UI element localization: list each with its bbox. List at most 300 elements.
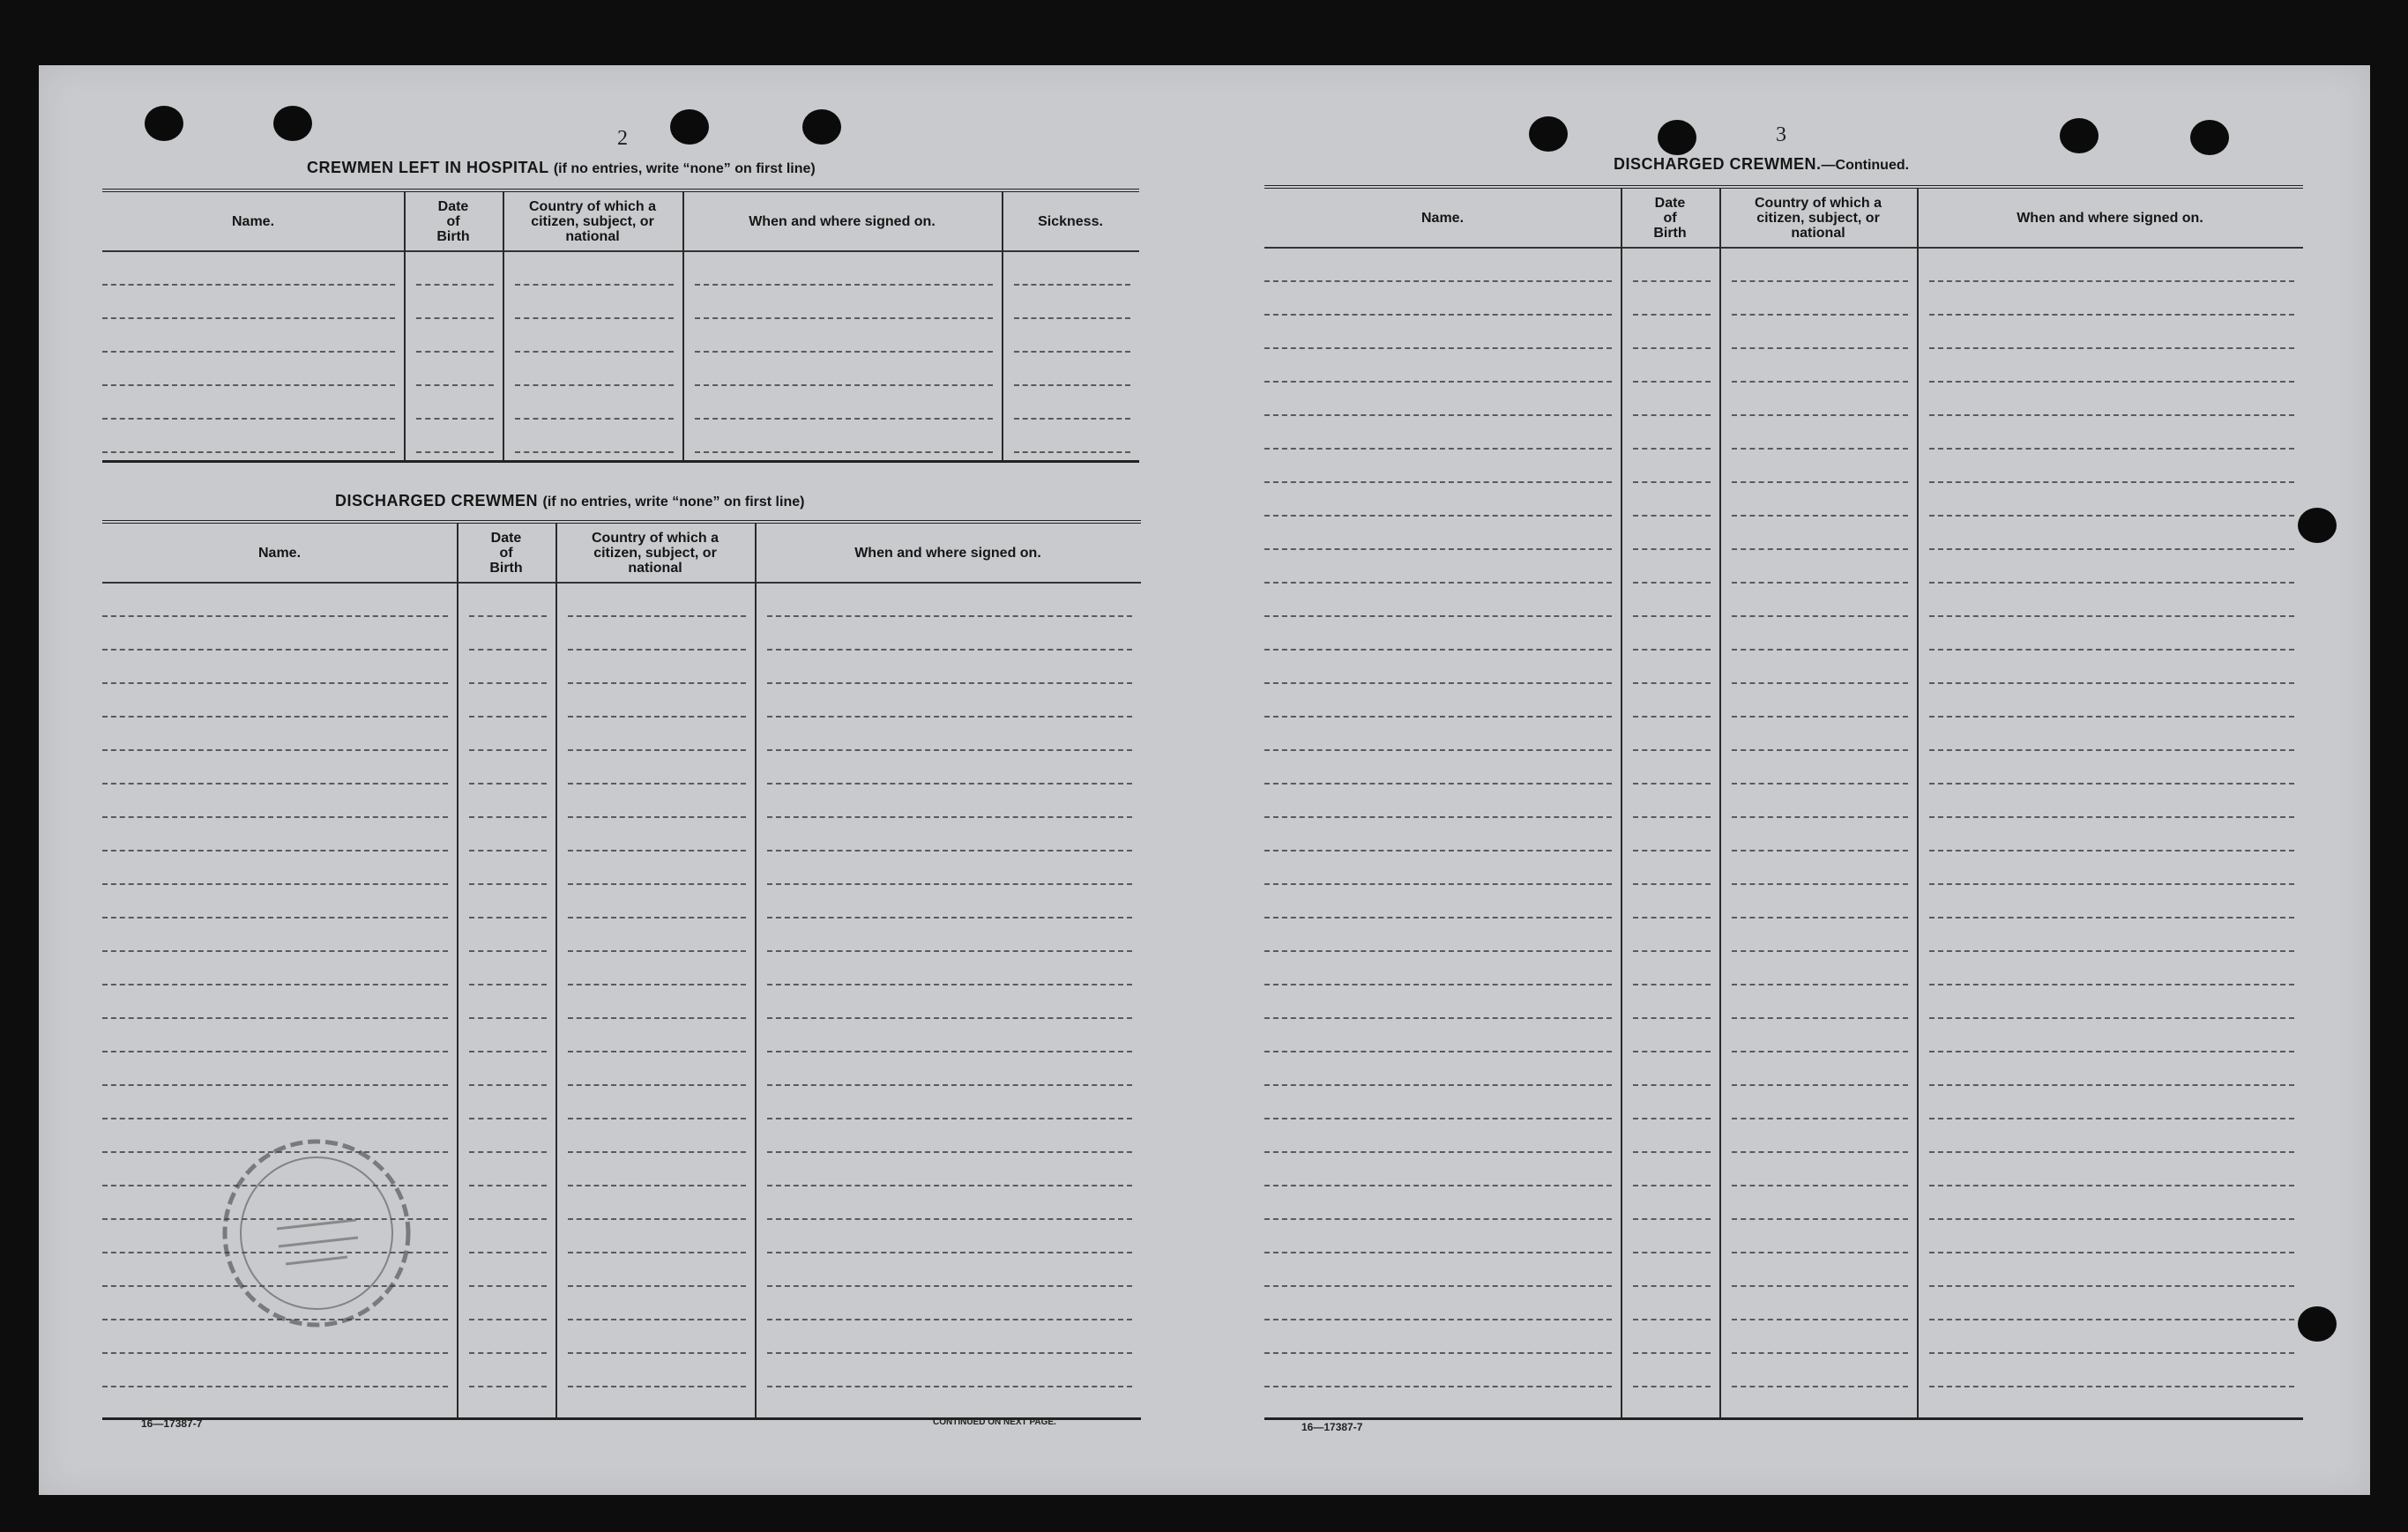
entry-line [1929, 1285, 2294, 1287]
entry-line [1732, 883, 1908, 885]
entry-line [1633, 347, 1711, 349]
entry-line [767, 1084, 1132, 1086]
entry-line [416, 351, 494, 353]
entry-line [1929, 280, 2294, 282]
entry-line [568, 783, 746, 785]
entry-line [767, 1218, 1132, 1220]
entry-line [1732, 1386, 1908, 1387]
entry-line [1929, 414, 2294, 416]
entry-line [1732, 1118, 1908, 1119]
entry-line [1732, 381, 1908, 383]
discharged-continued-table [1264, 185, 2303, 1420]
entry-line [1264, 280, 1612, 282]
entry-line [767, 816, 1132, 818]
entry-line [1732, 1285, 1908, 1287]
entry-line [469, 917, 547, 918]
entry-line [102, 883, 448, 885]
hospital-title-text: CREWMEN LEFT IN HOSPITAL [307, 159, 549, 176]
column-divider [555, 524, 557, 1417]
entry-line [102, 418, 395, 420]
entry-line [695, 418, 993, 420]
entry-line [1014, 451, 1130, 453]
entry-line [1014, 317, 1130, 319]
entry-line [1929, 1386, 2294, 1387]
entry-line [568, 883, 746, 885]
entry-line [469, 1386, 547, 1387]
entry-line [1014, 351, 1130, 353]
punch-hole-icon [2060, 118, 2099, 153]
header-when-where-signed: When and where signed on. [854, 545, 1041, 561]
entry-line [1732, 1252, 1908, 1253]
header-sickness: Sickness. [1038, 213, 1103, 229]
entry-line [469, 783, 547, 785]
entry-line [102, 649, 448, 651]
entry-line [1633, 1118, 1711, 1119]
entry-line [1633, 950, 1711, 952]
entry-line [416, 384, 494, 386]
discharged-section-title [335, 492, 804, 510]
entry-line [1929, 548, 2294, 550]
circular-ink-stamp-icon [215, 1123, 418, 1343]
entry-line [1264, 1386, 1612, 1387]
entry-line [1633, 1017, 1711, 1019]
entry-line [469, 1051, 547, 1052]
entry-line [1264, 1084, 1612, 1086]
entry-line [102, 1386, 448, 1387]
entry-line [1633, 1252, 1711, 1253]
column-divider [755, 524, 757, 1417]
entry-line [1929, 716, 2294, 718]
entry-line [1633, 481, 1711, 483]
entry-line [695, 317, 993, 319]
entry-line [102, 749, 448, 751]
entry-line [1264, 716, 1612, 718]
entry-line [102, 451, 395, 453]
entry-line [1633, 984, 1711, 985]
entry-line [1633, 582, 1711, 584]
entry-line [1929, 649, 2294, 651]
entry-line [469, 1252, 547, 1253]
entry-line [469, 883, 547, 885]
entry-line [1929, 984, 2294, 985]
entry-line [1929, 448, 2294, 450]
discharged-continued-title-text: DISCHARGED CREWMEN. [1614, 155, 1822, 173]
entry-line [102, 917, 448, 918]
entry-line [568, 682, 746, 684]
hospital-table-header [102, 192, 1139, 252]
entry-line [1929, 749, 2294, 751]
header-date-of-birth: Date of Birth [436, 198, 470, 244]
entry-line [1264, 917, 1612, 918]
entry-line [568, 984, 746, 985]
entry-line [469, 749, 547, 751]
entry-line [1929, 1218, 2294, 1220]
entry-line [1929, 883, 2294, 885]
punch-hole-icon [670, 109, 709, 145]
entry-line [102, 1017, 448, 1019]
form-number-right: 16—17387-7 [1301, 1421, 1363, 1433]
entry-line [1633, 414, 1711, 416]
entry-line [1264, 1151, 1612, 1153]
entry-line [568, 749, 746, 751]
entry-line [469, 716, 547, 718]
entry-line [1633, 280, 1711, 282]
entry-line [469, 1319, 547, 1320]
form-sheet [39, 65, 2370, 1495]
entry-line [1732, 649, 1908, 651]
entry-line [416, 451, 494, 453]
entry-line [1732, 481, 1908, 483]
entry-line [695, 351, 993, 353]
entry-line [1014, 418, 1130, 420]
entry-line [568, 816, 746, 818]
entry-line [568, 1319, 746, 1320]
entry-line [102, 384, 395, 386]
entry-line [1929, 1084, 2294, 1086]
entry-line [1732, 1084, 1908, 1086]
entry-line [1732, 783, 1908, 785]
entry-line [568, 1386, 746, 1387]
entry-line [1264, 816, 1612, 818]
entry-line [767, 1352, 1132, 1354]
entry-line [1633, 816, 1711, 818]
entry-line [515, 384, 674, 386]
entry-line [515, 418, 674, 420]
entry-line [1633, 783, 1711, 785]
entry-line [767, 1386, 1132, 1387]
entry-line [1264, 649, 1612, 651]
entry-line [102, 850, 448, 852]
entry-line [102, 716, 448, 718]
entry-line [1929, 1151, 2294, 1153]
entry-line [767, 1118, 1132, 1119]
entry-line [767, 1051, 1132, 1052]
entry-line [568, 1352, 746, 1354]
entry-line [695, 284, 993, 286]
entry-line [767, 850, 1132, 852]
entry-line [568, 1151, 746, 1153]
entry-line [515, 284, 674, 286]
entry-line [568, 1185, 746, 1186]
entry-line [1929, 481, 2294, 483]
entry-line [1633, 917, 1711, 918]
entry-line [469, 1084, 547, 1086]
discharged-continued-title [1614, 155, 1909, 174]
entry-line [1264, 582, 1612, 584]
entry-line [102, 351, 395, 353]
entry-line [767, 1017, 1132, 1019]
entry-line [1264, 1319, 1612, 1320]
entry-line [568, 1218, 746, 1220]
entry-line [1732, 917, 1908, 918]
entry-line [469, 950, 547, 952]
header-when-where-signed: When and where signed on. [749, 213, 936, 229]
page-number-left: 2 [617, 127, 628, 150]
discharged-title-text: DISCHARGED CREWMEN [335, 492, 539, 509]
continued-note: CONTINUED ON NEXT PAGE. [933, 1417, 1056, 1427]
header-date-of-birth: Date of Birth [489, 530, 523, 576]
entry-line [1929, 816, 2294, 818]
entry-line [1264, 1218, 1612, 1220]
entry-line [1264, 481, 1612, 483]
entry-line [102, 284, 395, 286]
discharged-continued-subtitle-text: —Continued. [1821, 158, 1910, 173]
entry-line [1929, 850, 2294, 852]
header-name: Name. [1420, 210, 1465, 226]
entry-line [102, 1084, 448, 1086]
entry-line [1633, 883, 1711, 885]
header-date-of-birth: Date of Birth [1653, 195, 1687, 241]
entry-line [469, 1017, 547, 1019]
header-name: Name. [231, 213, 275, 229]
entry-line [1264, 414, 1612, 416]
entry-line [1264, 1252, 1612, 1253]
entry-line [1633, 615, 1711, 617]
entry-line [1732, 1185, 1908, 1186]
punch-hole-icon [2190, 120, 2229, 155]
entry-line [767, 682, 1132, 684]
entry-line [1264, 314, 1612, 316]
entry-line [1264, 850, 1612, 852]
entry-line [695, 384, 993, 386]
entry-line [1732, 1151, 1908, 1153]
entry-line [1929, 1185, 2294, 1186]
header-country: Country of which a citizen, subject, or national [529, 198, 656, 244]
entry-line [1264, 1017, 1612, 1019]
entry-line [568, 649, 746, 651]
entry-line [1264, 515, 1612, 517]
column-divider [1917, 189, 1919, 1417]
entry-line [767, 1252, 1132, 1253]
column-divider [1719, 189, 1721, 1417]
entry-line [568, 1118, 746, 1119]
entry-line [102, 1118, 448, 1119]
entry-line [1929, 515, 2294, 517]
entry-line [568, 1017, 746, 1019]
entry-line [1929, 1051, 2294, 1052]
entry-line [469, 1352, 547, 1354]
entry-line [469, 1185, 547, 1186]
entry-line [1732, 950, 1908, 952]
entry-line [515, 351, 674, 353]
entry-line [1929, 347, 2294, 349]
entry-line [1264, 1118, 1612, 1119]
header-when-where-signed: When and where signed on. [2017, 210, 2203, 226]
header-name: Name. [257, 545, 302, 561]
entry-line [469, 1218, 547, 1220]
entry-line [1264, 783, 1612, 785]
punch-hole-icon [802, 109, 841, 145]
entry-line [767, 950, 1132, 952]
header-country: Country of which a citizen, subject, or national [1755, 195, 1882, 241]
entry-line [568, 1285, 746, 1287]
entry-line [1929, 381, 2294, 383]
entry-line [416, 284, 494, 286]
entry-line [469, 984, 547, 985]
entry-line [568, 917, 746, 918]
entry-line [767, 1319, 1132, 1320]
entry-line [568, 1051, 746, 1052]
punch-hole-icon [2298, 508, 2337, 543]
entry-line [1264, 381, 1612, 383]
discharged-continued-table-header [1264, 189, 2303, 249]
form-number-left: 16—17387-7 [141, 1417, 203, 1430]
entry-line [1633, 1352, 1711, 1354]
discharged-table-header [102, 524, 1141, 584]
entry-line [469, 850, 547, 852]
entry-line [1929, 1118, 2294, 1119]
entry-line [1732, 749, 1908, 751]
entry-line [767, 716, 1132, 718]
entry-line [102, 950, 448, 952]
entry-line [568, 1084, 746, 1086]
entry-line [1264, 1185, 1612, 1186]
entry-line [568, 716, 746, 718]
entry-line [1732, 582, 1908, 584]
entry-line [1732, 347, 1908, 349]
entry-line [1732, 850, 1908, 852]
entry-line [568, 950, 746, 952]
punch-hole-icon [1529, 116, 1568, 152]
entry-line [767, 917, 1132, 918]
punch-hole-icon [273, 106, 312, 141]
punch-hole-icon [145, 106, 183, 141]
entry-line [1929, 1017, 2294, 1019]
entry-line [1633, 682, 1711, 684]
entry-line [1732, 716, 1908, 718]
entry-line [1732, 1352, 1908, 1354]
punch-hole-icon [2298, 1306, 2337, 1342]
entry-line [469, 682, 547, 684]
entry-line [1732, 615, 1908, 617]
entry-line [416, 418, 494, 420]
entry-line [469, 1151, 547, 1153]
entry-line [767, 883, 1132, 885]
entry-line [1929, 1352, 2294, 1354]
entry-line [1264, 448, 1612, 450]
entry-line [767, 615, 1132, 617]
entry-line [1633, 381, 1711, 383]
entry-line [102, 615, 448, 617]
entry-line [1633, 1084, 1711, 1086]
header-country: Country of which a citizen, subject, or national [592, 530, 719, 576]
entry-line [1264, 749, 1612, 751]
entry-line [1633, 1386, 1711, 1387]
entry-line [695, 451, 993, 453]
entry-line [102, 984, 448, 985]
entry-line [568, 1252, 746, 1253]
entry-line [1929, 783, 2294, 785]
entry-line [1264, 1051, 1612, 1052]
entry-line [1732, 984, 1908, 985]
entry-line [1732, 548, 1908, 550]
entry-line [1264, 1285, 1612, 1287]
entry-line [1732, 515, 1908, 517]
entry-line [469, 816, 547, 818]
entry-line [1732, 314, 1908, 316]
entry-line [1929, 917, 2294, 918]
entry-line [469, 649, 547, 651]
entry-line [1264, 548, 1612, 550]
entry-line [1264, 682, 1612, 684]
entry-line [1264, 984, 1612, 985]
entry-line [767, 1151, 1132, 1153]
column-divider [1002, 192, 1003, 460]
entry-line [1633, 515, 1711, 517]
entry-line [1732, 280, 1908, 282]
entry-line [1633, 716, 1711, 718]
entry-line [1633, 548, 1711, 550]
entry-line [767, 984, 1132, 985]
entry-line [102, 783, 448, 785]
entry-line [1732, 816, 1908, 818]
entry-line [1732, 1051, 1908, 1052]
entry-line [767, 749, 1132, 751]
entry-line [767, 783, 1132, 785]
entry-line [1633, 314, 1711, 316]
entry-line [1633, 1151, 1711, 1153]
entry-line [568, 615, 746, 617]
entry-line [1929, 682, 2294, 684]
entry-line [1732, 414, 1908, 416]
entry-line [515, 451, 674, 453]
entry-line [1264, 1352, 1612, 1354]
entry-line [1732, 1017, 1908, 1019]
entry-line [102, 317, 395, 319]
column-divider [404, 192, 406, 460]
entry-line [1732, 682, 1908, 684]
entry-line [102, 1051, 448, 1052]
entry-line [1264, 883, 1612, 885]
entry-line [416, 317, 494, 319]
entry-line [767, 1185, 1132, 1186]
entry-line [1633, 649, 1711, 651]
entry-line [1633, 448, 1711, 450]
entry-line [1732, 1319, 1908, 1320]
entry-line [469, 1118, 547, 1119]
entry-line [1633, 749, 1711, 751]
entry-line [1732, 448, 1908, 450]
entry-line [1929, 615, 2294, 617]
hospital-subtitle-text: (if no entries, write “none” on first line) [553, 161, 816, 176]
entry-line [1929, 314, 2294, 316]
entry-line [102, 1352, 448, 1354]
entry-line [102, 816, 448, 818]
punch-hole-icon [1658, 120, 1696, 155]
entry-line [1014, 384, 1130, 386]
entry-line [1264, 615, 1612, 617]
entry-line [1633, 850, 1711, 852]
entry-line [1929, 582, 2294, 584]
entry-line [1633, 1218, 1711, 1220]
discharged-subtitle-text: (if no entries, write “none” on first line) [542, 495, 805, 509]
entry-line [568, 850, 746, 852]
entry-line [1264, 950, 1612, 952]
column-divider [503, 192, 504, 460]
entry-line [1929, 950, 2294, 952]
column-divider [457, 524, 458, 1417]
entry-line [102, 682, 448, 684]
entry-line [1633, 1185, 1711, 1186]
column-divider [682, 192, 684, 460]
entry-line [1929, 1319, 2294, 1320]
entry-line [515, 317, 674, 319]
entry-line [1633, 1285, 1711, 1287]
hospital-table [102, 189, 1139, 463]
entry-line [1929, 1252, 2294, 1253]
page-number-right: 3 [1776, 123, 1786, 146]
entry-line [469, 615, 547, 617]
